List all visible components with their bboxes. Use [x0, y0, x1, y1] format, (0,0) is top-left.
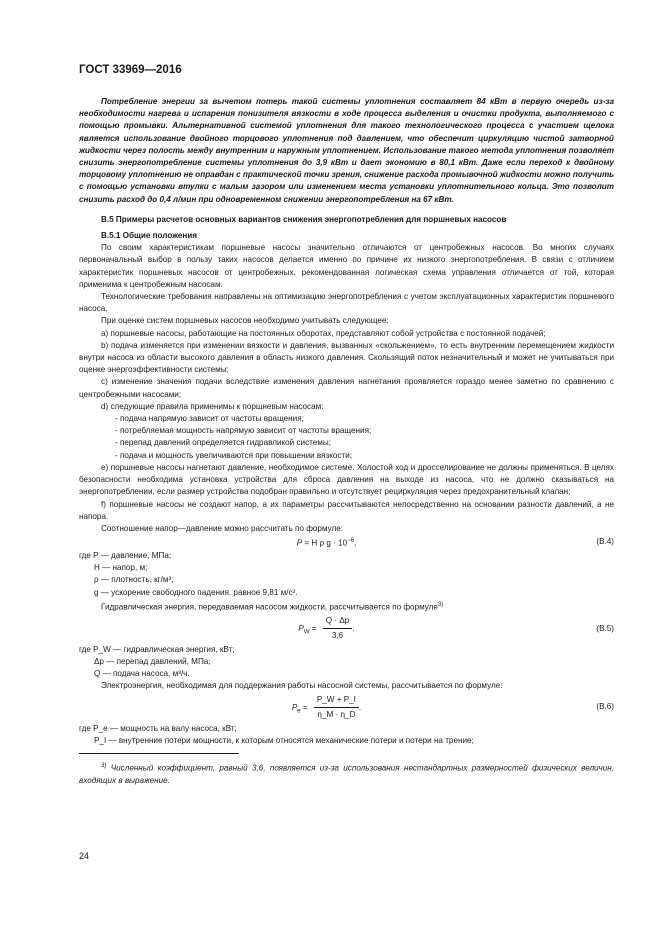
where-line: Δp — перепад давлений, МПа; — [94, 656, 211, 666]
paragraph: Соотношение напор—давление можно рассчитать по формуле: — [101, 523, 344, 533]
where-line: где P_W — гидравлическая энергия, кВт; — [79, 644, 235, 654]
formula-b6 — [79, 693, 614, 723]
where-line: Q — подача насоса, м³/ч. — [94, 669, 190, 679]
dash-item: - подача и мощность увеличиваются при повышении вязкости; — [115, 450, 352, 460]
equation-number: (В.4) — [596, 537, 614, 547]
paragraph: При оценке систем поршневых насосов необходимо учитывать следующее: — [101, 316, 389, 326]
section-title-b5: В.5 Примеры расчетов основных вариантов снижения энергопотребления для поршневых насосов — [101, 214, 507, 224]
where-line: где P — давление, МПа; — [79, 551, 172, 561]
formula-b5 — [79, 614, 614, 644]
dash-item: - перепад давлений определяется гидравликой системы; — [115, 438, 331, 448]
standard-header: ГОСТ 33969—2016 — [79, 64, 182, 76]
where-line: ρ — плотность, кг/м³; — [94, 575, 174, 585]
list-item-c: c) изменение значения подачи вследствие изменения давления нагнетания проявляется гораздо менее заметно по сравнению с центробежными насосами; — [79, 377, 614, 399]
formula-b6-expression: $P_e$ = $\frac{P\_W + P\_I}{\eta\_M \cdot \eta\_D}$ . — [291, 694, 362, 720]
list-item-e: e) поршневые насосы нагнетают давление, необходимое системе. Холостой ход и дросселирование не должны применяться. В целях безопасности необходима установка устройства для сброса давления на выходе из насоса, что не должно сказываться на энергопотреблении, если размер устройства подобран правильно и отсутствует рециркуляция через предохранительный клапан; — [79, 462, 614, 497]
formula-b4-expression: P = H ρ $g \cdot 10^{-6}$, — [296, 538, 357, 548]
dash-item: - подача напрямую зависит от частоты вращения; — [115, 414, 304, 424]
page-number: 24 — [79, 851, 90, 861]
list-item-d: d) следующие правила применимы к поршневым насосам: — [101, 401, 324, 411]
list-item-f: f) поршневые насосы не создают напор, а их параметры рассчитываются непосредственно на основании разности давлений, а не напора. — [79, 499, 614, 521]
paragraph: По своим характеристикам поршневые насосы значительно отличаются от центробежных насосов. Во многих случаях первоначальный выбор в пользу таких насосов делается именно по причине их низкого энергопотребления. В связи с отличием характеристик поршневых насосов от центробежных, рекомендованная логическая схема управления отличается от той, которая применима к центробежным насосам. — [79, 243, 614, 289]
paragraph: Электроэнергия, необходимая для поддержания работы насосной системы, рассчитывается по формуле: — [101, 681, 503, 691]
subsection-title-b51: В.5.1 Общие положения — [101, 231, 198, 241]
where-line: g — ускорение свободного падения, равное 9,81 м/с². — [94, 587, 298, 597]
equation-number: (В.5) — [596, 623, 614, 633]
where-line: где P_e — мощность на валу насоса, кВт; — [79, 723, 237, 733]
paragraph: Технологические требования направлены на оптимизацию энергопотребления с учетом эксплуатационных характеристик поршневого насоса. — [79, 292, 614, 314]
where-line: H — напор, м; — [94, 563, 148, 573]
body-text — [79, 96, 614, 787]
footnote: $^{3)}$ Численный коэффициент, равный 3,6, появляется из-за использования нестандартных размерностей физических величин, входящих в выражение. — [79, 762, 614, 785]
list-item-b: b) подача изменяется при изменении вязкости и давления, вызванных «скольжением», то есть внутренним перемещением жидкости внутри насоса из области высокого давления в область низкого давления. Скользящий поток незначительный и может не учитываться при оценке энергоэффективности системы; — [79, 340, 614, 375]
equation-number: (В.6) — [596, 702, 614, 712]
where-line: P_I — внутренние потери мощности, к которым относятся механические потери и потери на трение; — [94, 735, 474, 745]
footnote-divider — [79, 753, 239, 754]
formula-b4 — [79, 535, 614, 550]
intro-paragraph: Потребление энергии за вычетом потерь такой системы уплотнения составляет 84 кВт в первую очередь из-за необходимости нагрева и испарения понизителя вязкости в ходе процесса выделения и очистки продукта, выполняемого с помощью промывки. Альтернативной системой уплотнения для такого технологического процесса с участием щелока является использование двойного торцового уплотнения под давлением, что обеспечит циркуляцию чистой затворной жидкости через полость между внутренним и наружным уплотнением. Использование такого метода уплотнения позволяет снизить энергопотребление системы уплотнения до 3,9 кВт и дает экономию в 80,1 кВт. Даже если переход к двойному торцовому уплотнению не оправдан с практической точки зрения, снижение расхода промывочной жидкости можно получить с помощью установки втулки с малым зазором или изменением места установки уплотнительного кольца. Это позволит снизить расход до 0,4 л/мин при одновременном снижении энергопотребления на 67 кВт. — [79, 97, 614, 204]
paragraph: Гидравлическая энергия, передаваемая насосом жидкости, рассчитывается по формуле$^{3)}$ — [101, 601, 444, 612]
dash-item: - потребляемая мощность напрямую зависит от частоты вращения; — [115, 426, 372, 436]
list-item-a: a) поршневые насосы, работающие на постоянных оборотах, представляют собой устройства с постоянной подачей; — [101, 328, 546, 338]
formula-b5-expression: $P_W$ = $\frac{Q \cdot \Delta p}{3,6}$ . — [298, 616, 355, 641]
